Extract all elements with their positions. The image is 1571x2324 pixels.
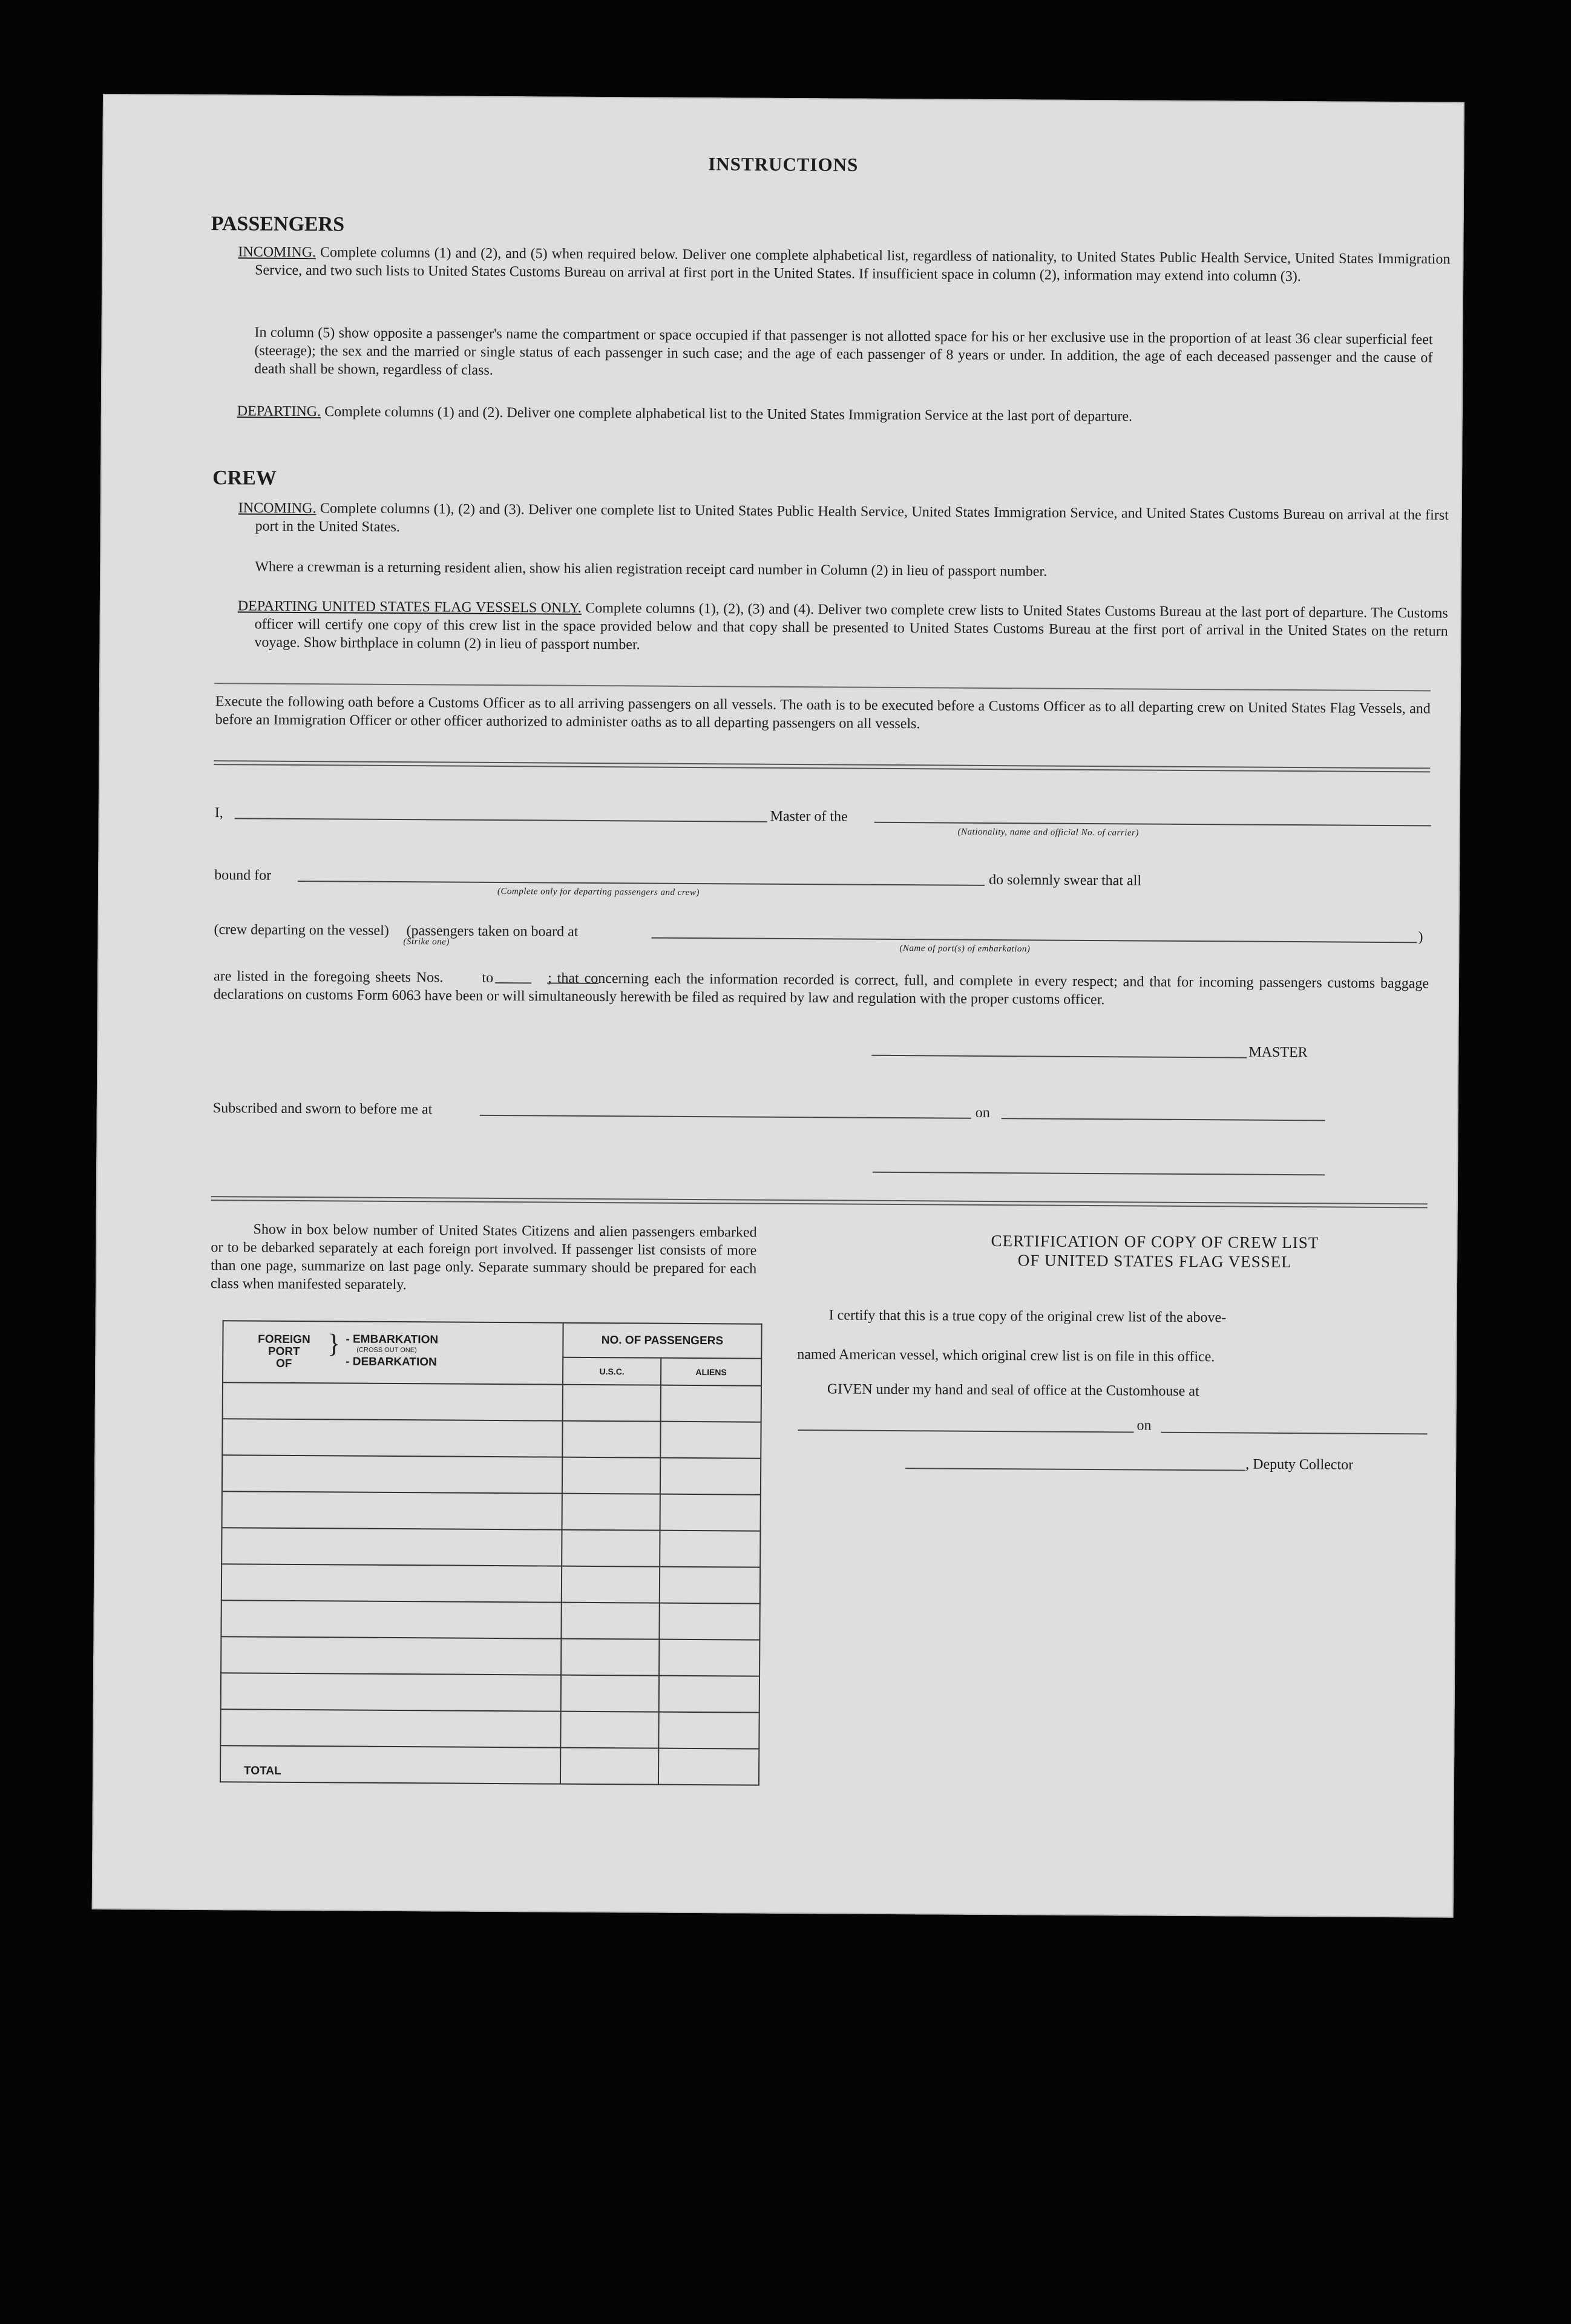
table-row <box>221 1636 759 1676</box>
usc-cell[interactable] <box>562 1494 660 1531</box>
passengers-heading: PASSENGERS <box>211 212 345 236</box>
foreign-port-of <box>248 1334 320 1371</box>
passengers-departing-text: Complete columns (1) and (2). Deliver one complete alphabetical list to the United States Immigration Service at the last port of departure. <box>324 404 1133 425</box>
listed-to: to <box>482 970 494 986</box>
aliens-cell[interactable] <box>659 1640 759 1676</box>
carrier-field[interactable] <box>874 822 1431 827</box>
usc-cell[interactable] <box>562 1421 660 1458</box>
page-title: INSTRUCTIONS <box>708 153 859 176</box>
aliens-cell[interactable] <box>660 1531 760 1567</box>
cert-date-field[interactable] <box>1161 1432 1428 1435</box>
crew-departing-option[interactable]: (crew departing on the vessel) <box>214 922 389 939</box>
usc-cell[interactable] <box>561 1639 659 1676</box>
summary-instructions: Show in box below number of United States Citizens and alien passengers embarked or to be debarked separately at each foreign port involved. If passenger list consists of more than one page, summarize on last page only. Separate summary should be prepared for each class when manifested separately. <box>210 1221 757 1293</box>
usc-cell[interactable] <box>561 1603 659 1640</box>
passengers-taken-option[interactable]: (passengers taken on board at <box>406 923 579 940</box>
subscribed-label: Subscribed and sworn to before me at <box>212 1100 433 1118</box>
aliens-cell[interactable] <box>660 1494 761 1531</box>
crew-departing-text: Complete columns (1), (2), (3) and (4). Deliver two complete crew lists to United States Customs Bureau at the last port of departure. The Customs officer will certify one copy of this crew list in the space provided below and that copy shall be presented to United States Customs Bureau at the first port of arrival in the United States on the return voyage. Show birthplace in column (2) in lieu of passport number. <box>254 600 1448 653</box>
listed-sheets-text <box>214 967 1429 1011</box>
cert-on-label: on <box>1136 1417 1152 1434</box>
col-port-line-1: FOREIGN <box>258 1333 310 1347</box>
passengers-departing <box>237 402 1449 427</box>
master-label: MASTER <box>1248 1044 1308 1061</box>
aliens-cell[interactable] <box>660 1422 761 1459</box>
sworn-on-label: on <box>975 1105 990 1121</box>
bound-for-field[interactable] <box>298 881 985 886</box>
brace-symbol: } <box>327 1328 341 1359</box>
passengers-column5: In column (5) show opposite a passenger's name the compartment or space occupied if that passenger is not allotted space for his or her exclusive use in the proportion of at least 36 clear superficial feet (steerage); the sex and the married or single status of each passenger in such case; and the age of each passenger of 8 years or under. In addition, the age of each deceased passenger and the cause of death shall be shown, regardless of class. <box>254 324 1433 378</box>
passengers-incoming-label: INCOMING. <box>238 244 316 261</box>
certify-line-3: GIVEN under my hand and seal of office at the Customhouse at <box>827 1381 1199 1400</box>
deputy-signature-field[interactable] <box>905 1468 1245 1471</box>
certify-line-1: I certify that this is a true copy of the original crew list of the above- <box>828 1307 1227 1326</box>
crew-heading: CREW <box>212 467 277 490</box>
total-label: TOTAL <box>220 1745 560 1784</box>
crew-departing <box>237 597 1448 658</box>
sworn-date-field[interactable] <box>1002 1118 1325 1121</box>
certify-line-2: named American vessel, which original crew list is on file in this office. <box>797 1347 1215 1365</box>
aliens-total-cell[interactable] <box>658 1748 759 1785</box>
table-row <box>220 1709 759 1748</box>
debarkation-option[interactable]: - DEBARKATION <box>346 1355 437 1369</box>
passenger-summary-table <box>220 1320 763 1785</box>
double-divider-2 <box>211 1196 1428 1208</box>
certification-heading <box>852 1230 1457 1273</box>
aliens-cell[interactable] <box>659 1603 759 1640</box>
passengers-incoming-text: Complete columns (1) and (2), and (5) when required below. Deliver one complete alphabetical list, regardless of nationality, to United States Public Health Service, United States Immigration Service, and two such lists to United States Customs Bureau on arrival at first port in the United States. If insufficient space in column (2), information may extend into column (3). <box>255 245 1451 285</box>
table-row <box>223 1382 761 1422</box>
master-name-field[interactable] <box>235 818 767 822</box>
swear-text: do solemnly swear that all <box>989 872 1142 889</box>
usc-cell[interactable] <box>562 1566 660 1603</box>
no-passengers-header: NO. OF PASSENGERS <box>563 1323 761 1359</box>
usc-cell[interactable] <box>562 1457 660 1494</box>
usc-cell[interactable] <box>562 1530 660 1567</box>
port-cell[interactable] <box>222 1419 562 1457</box>
master-of-the-label: Master of the <box>770 808 848 825</box>
crew-incoming-label: INCOMING. <box>238 500 316 517</box>
usc-cell[interactable] <box>560 1712 658 1748</box>
oath-instructions: Execute the following oath before a Customs Officer as to all arriving passengers on all vessels. The oath is to be executed before a Customs Officer as to all departing crew on United States Flag Vessels, and before an Immigration Officer or other officer authorized to administer oaths as to all departing passengers on all vessels. <box>215 694 1431 732</box>
port-header-cell <box>223 1321 563 1384</box>
bound-for-caption: (Complete only for departing passengers and crew) <box>497 887 700 898</box>
deputy-collector-label: , Deputy Collector <box>1245 1456 1354 1473</box>
customhouse-field[interactable] <box>798 1430 1134 1433</box>
col-port-line-3: OF <box>275 1357 292 1370</box>
usc-cell[interactable] <box>563 1385 661 1422</box>
crew-incoming <box>238 499 1449 542</box>
crew-alien-note: Where a crewman is a returning resident alien, show his alien registration receipt card number in Column (2) in lieu of passport number. <box>255 559 1048 580</box>
crew-incoming-text: Complete columns (1), (2) and (3). Deliver one complete list to United States Public Health Service, United States Immigration Service, and United States Customs Bureau on arrival at the first port in the United States. <box>255 501 1449 536</box>
total-row <box>220 1745 759 1785</box>
certification-heading-2: OF UNITED STATES FLAG VESSEL <box>1017 1251 1292 1272</box>
embarkation-option[interactable]: - EMBARKATION <box>346 1333 439 1347</box>
bound-for-label: bound for <box>214 867 272 884</box>
master-signature-field[interactable] <box>871 1055 1247 1059</box>
table-row <box>221 1673 759 1712</box>
ports-caption: (Name of port(s) of embarkation) <box>899 944 1031 954</box>
embarkation-ports-field[interactable] <box>651 937 1417 944</box>
sheet-from-field[interactable] <box>495 982 531 983</box>
passengers-departing-label: DEPARTING. <box>237 403 321 420</box>
passengers-incoming <box>238 243 1450 286</box>
usc-header: U.S.C. <box>563 1357 661 1385</box>
close-paren: ) <box>1418 929 1423 945</box>
listed-b: ; that concerning each the information recorded is correct, full, and complete in every respect; and that for incoming passengers customs baggage declarations on customs Form 6063 have been or will simultaneously herewith be filed as required by law and regulation with the proper customs officer. <box>213 970 1429 1008</box>
port-cell[interactable] <box>221 1600 561 1638</box>
port-cell[interactable] <box>221 1528 562 1566</box>
table-row <box>222 1455 761 1494</box>
table-row <box>222 1419 761 1458</box>
officer-signature-field[interactable] <box>873 1172 1325 1176</box>
oath-i: I, <box>214 805 223 821</box>
table-row <box>221 1564 760 1603</box>
port-cell[interactable] <box>220 1709 560 1747</box>
table-row <box>221 1600 759 1640</box>
port-cell[interactable] <box>221 1673 561 1711</box>
listed-a: are listed in the foregoing sheets Nos. <box>214 968 444 986</box>
double-divider <box>214 760 1430 772</box>
aliens-cell[interactable] <box>660 1567 760 1604</box>
crew-departing-label: DEPARTING UNITED STATES FLAG VESSELS ONLY. <box>237 598 582 616</box>
cross-out-note: (CROSS OUT ONE) <box>356 1346 417 1354</box>
aliens-cell[interactable] <box>658 1712 759 1749</box>
strike-caption: (Strike one) <box>403 937 450 947</box>
sworn-place-field[interactable] <box>480 1115 971 1119</box>
port-cell[interactable] <box>222 1491 562 1529</box>
aliens-cell[interactable] <box>661 1385 761 1422</box>
col-port-line-2: PORT <box>267 1345 300 1359</box>
aliens-cell[interactable] <box>659 1676 759 1713</box>
aliens-header: ALIENS <box>661 1358 761 1386</box>
divider <box>214 683 1431 691</box>
aliens-cell[interactable] <box>660 1458 761 1495</box>
table-row <box>221 1528 760 1567</box>
usc-cell[interactable] <box>561 1675 659 1712</box>
port-cell[interactable] <box>221 1636 561 1675</box>
usc-total-cell[interactable] <box>560 1748 658 1785</box>
form-page <box>92 94 1464 1918</box>
table-row <box>222 1491 761 1531</box>
port-cell[interactable] <box>223 1382 563 1420</box>
port-cell[interactable] <box>222 1455 562 1493</box>
carrier-caption: (Nationality, name and official No. of carrier) <box>957 827 1139 838</box>
certification-heading-1: CERTIFICATION OF COPY OF CREW LIST <box>991 1232 1319 1252</box>
port-cell[interactable] <box>221 1564 562 1602</box>
